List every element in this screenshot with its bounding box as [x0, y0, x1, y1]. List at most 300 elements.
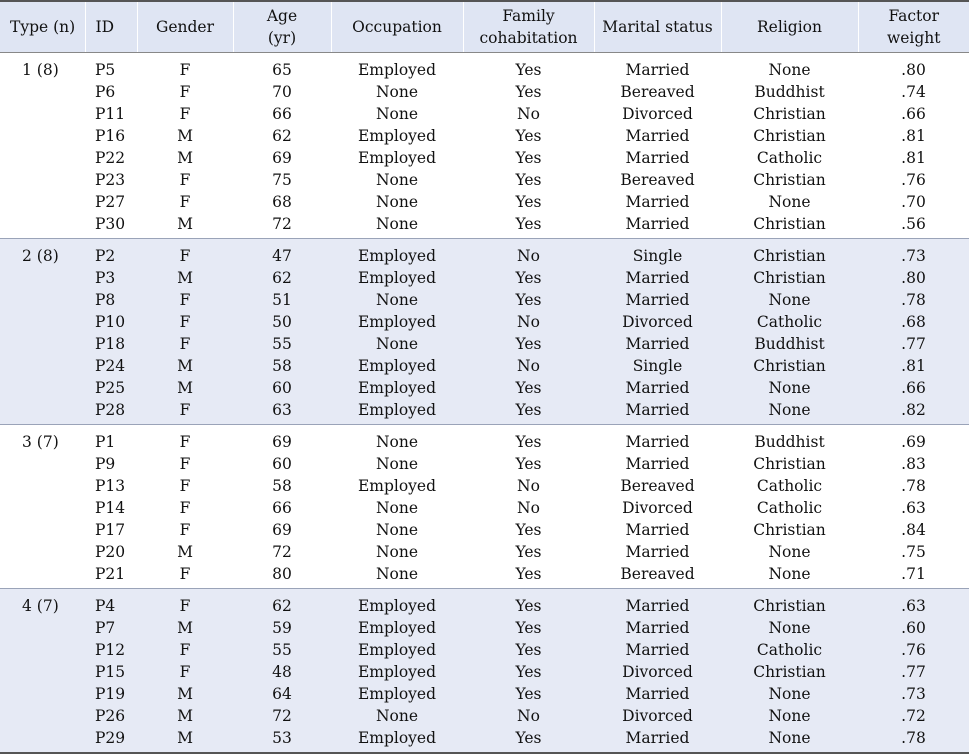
- table-row: [0, 103, 969, 125]
- cell-religion: Christian: [753, 126, 826, 145]
- cell-age: 72: [272, 542, 292, 561]
- table-row: [0, 588, 969, 617]
- cell-marital-status: Bereaved: [620, 82, 695, 101]
- cell-factor-weight: .69: [858, 424, 969, 453]
- cell-marital-status: Divorced: [622, 498, 693, 517]
- cell-religion: Christian: [753, 520, 826, 539]
- cell-marital-status: Married: [594, 424, 721, 453]
- cell-gender: M: [177, 542, 193, 561]
- cell-religion: Christian: [721, 588, 858, 617]
- cell-religion: None: [721, 727, 858, 753]
- cell-gender: F: [179, 454, 191, 473]
- cell-type: [0, 563, 85, 589]
- table-row: [0, 563, 969, 589]
- cell-marital-status: Married: [594, 377, 721, 399]
- cell-occupation: Employed: [331, 661, 463, 683]
- cell-family-cohabitation: No: [517, 104, 540, 123]
- cell-family-cohabitation: Yes: [463, 617, 594, 639]
- cell-age: 75: [272, 170, 292, 189]
- cell-type: [0, 147, 85, 169]
- cell-type: [0, 727, 85, 753]
- cell-id: P12: [85, 639, 137, 661]
- cell-marital-status: Married: [625, 214, 690, 233]
- cell-occupation: None: [375, 214, 419, 233]
- cell-religion: Christian: [753, 214, 826, 233]
- cell-occupation: Employed: [357, 476, 437, 495]
- cell-occupation: None: [331, 424, 463, 453]
- table-row: [0, 475, 969, 497]
- header-gender: Gender: [137, 1, 233, 52]
- cell-gender: F: [179, 476, 191, 495]
- cell-type: [0, 81, 85, 103]
- header-age: Age (yr): [233, 1, 331, 52]
- cell-family-cohabitation: Yes: [515, 60, 542, 79]
- cell-family-cohabitation: Yes: [515, 564, 542, 583]
- cell-factor-weight: .60: [858, 617, 969, 639]
- cell-religion: Christian: [753, 170, 826, 189]
- table-row: [0, 311, 969, 333]
- cell-type: [0, 541, 85, 563]
- cell-religion: Christian: [753, 104, 826, 123]
- cell-id: P4: [85, 588, 137, 617]
- cell-occupation: None: [375, 192, 419, 211]
- cell-age: 68: [272, 192, 292, 211]
- header-type: Type (n): [0, 1, 85, 52]
- cell-gender: F: [179, 564, 191, 583]
- header-occupation: Occupation: [331, 1, 463, 52]
- cell-id: P8: [85, 289, 137, 311]
- cell-occupation: None: [375, 564, 419, 583]
- cell-gender: M: [137, 683, 233, 705]
- cell-marital-status: Married: [594, 617, 721, 639]
- cell-marital-status: Divorced: [594, 311, 721, 333]
- cell-type: [0, 355, 85, 377]
- table-row: [0, 541, 969, 563]
- cell-id: P17: [95, 520, 126, 539]
- cell-gender: F: [137, 399, 233, 425]
- cell-age: 58: [272, 476, 292, 495]
- cell-age: 72: [233, 705, 331, 727]
- cell-marital-status: Married: [625, 126, 690, 145]
- cell-id: P15: [85, 661, 137, 683]
- cell-factor-weight: .78: [901, 476, 926, 495]
- cell-factor-weight: .77: [858, 333, 969, 355]
- cell-type: [0, 191, 85, 213]
- cell-age: 53: [233, 727, 331, 753]
- cell-type: [0, 453, 85, 475]
- cell-type: [0, 311, 85, 333]
- cell-marital-status: Married: [594, 289, 721, 311]
- cell-gender: M: [137, 617, 233, 639]
- cell-family-cohabitation: No: [517, 498, 540, 517]
- header-id: ID: [85, 1, 137, 52]
- cell-id: P23: [95, 170, 126, 189]
- table-row: [0, 52, 969, 81]
- cell-family-cohabitation: Yes: [515, 192, 542, 211]
- table-row: [0, 191, 969, 213]
- cell-family-cohabitation: Yes: [515, 214, 542, 233]
- cell-factor-weight: .63: [858, 588, 969, 617]
- cell-factor-weight: .81: [901, 148, 926, 167]
- cell-type: 2 (8): [0, 238, 85, 267]
- cell-gender: M: [137, 355, 233, 377]
- cell-family-cohabitation: Yes: [463, 289, 594, 311]
- cell-type: [0, 519, 85, 541]
- cell-marital-status: Married: [594, 399, 721, 425]
- cell-religion: Christian: [721, 661, 858, 683]
- cell-type: [0, 475, 85, 497]
- cell-religion: Christian: [721, 355, 858, 377]
- cell-family-cohabitation: Yes: [515, 126, 542, 145]
- table-row: [0, 355, 969, 377]
- cell-age: 62: [272, 126, 292, 145]
- cell-factor-weight: .77: [858, 661, 969, 683]
- cell-gender: F: [179, 192, 191, 211]
- cell-age: 80: [272, 564, 292, 583]
- cell-family-cohabitation: Yes: [463, 661, 594, 683]
- cell-id: P10: [85, 311, 137, 333]
- cell-type: [0, 169, 85, 191]
- cell-id: P27: [95, 192, 126, 211]
- cell-gender: M: [137, 705, 233, 727]
- cell-id: P11: [95, 104, 126, 123]
- header-family-cohabitation: Family cohabitation: [463, 1, 594, 52]
- cell-factor-weight: .71: [901, 564, 926, 583]
- table-row: [0, 661, 969, 683]
- cell-marital-status: Married: [625, 542, 690, 561]
- table-row: [0, 238, 969, 267]
- cell-age: 62: [233, 588, 331, 617]
- cell-factor-weight: .73: [858, 683, 969, 705]
- header-religion: Religion: [721, 1, 858, 52]
- cell-religion: None: [768, 564, 811, 583]
- cell-marital-status: Divorced: [594, 661, 721, 683]
- table-row: [0, 497, 969, 519]
- cell-factor-weight: .78: [858, 727, 969, 753]
- cell-occupation: Employed: [331, 639, 463, 661]
- cell-family-cohabitation: No: [463, 311, 594, 333]
- cell-id: P28: [85, 399, 137, 425]
- table-row: [0, 289, 969, 311]
- cell-age: 50: [233, 311, 331, 333]
- cell-family-cohabitation: Yes: [515, 542, 542, 561]
- cell-occupation: Employed: [331, 311, 463, 333]
- cell-factor-weight: .73: [858, 238, 969, 267]
- cell-family-cohabitation: Yes: [463, 639, 594, 661]
- cell-religion: None: [721, 705, 858, 727]
- cell-religion: Christian: [753, 454, 826, 473]
- cell-age: 59: [233, 617, 331, 639]
- table-row: [0, 125, 969, 147]
- cell-religion: None: [721, 377, 858, 399]
- cell-religion: None: [768, 542, 811, 561]
- cell-family-cohabitation: Yes: [463, 377, 594, 399]
- cell-religion: None: [721, 683, 858, 705]
- header-row: [0, 1, 969, 52]
- cell-religion: None: [721, 617, 858, 639]
- cell-age: 69: [233, 424, 331, 453]
- cell-gender: M: [177, 148, 193, 167]
- cell-type: [0, 125, 85, 147]
- cell-factor-weight: .80: [901, 60, 926, 79]
- cell-occupation: Employed: [331, 399, 463, 425]
- cell-occupation: None: [375, 454, 419, 473]
- cell-gender: F: [137, 238, 233, 267]
- cell-family-cohabitation: Yes: [463, 683, 594, 705]
- cell-factor-weight: .70: [901, 192, 926, 211]
- cell-factor-weight: .56: [901, 214, 926, 233]
- header-marital-status: Marital status: [594, 1, 721, 52]
- cell-occupation: None: [331, 705, 463, 727]
- cell-factor-weight: .68: [858, 311, 969, 333]
- cell-occupation: None: [375, 170, 419, 189]
- cell-gender: F: [179, 82, 191, 101]
- table-row: [0, 377, 969, 399]
- cell-occupation: Employed: [331, 267, 463, 289]
- cell-age: 48: [233, 661, 331, 683]
- cell-type: [0, 497, 85, 519]
- cell-factor-weight: .82: [858, 399, 969, 425]
- table-row: [0, 399, 969, 425]
- type-group: [0, 424, 969, 588]
- cell-type: [0, 617, 85, 639]
- cell-id: P16: [95, 126, 126, 145]
- cell-id: P1: [85, 424, 137, 453]
- cell-occupation: Employed: [331, 238, 463, 267]
- cell-type: [0, 661, 85, 683]
- cell-religion: Catholic: [756, 498, 823, 517]
- cell-id: P25: [85, 377, 137, 399]
- cell-marital-status: Married: [625, 148, 690, 167]
- cell-factor-weight: .80: [858, 267, 969, 289]
- cell-gender: F: [179, 104, 191, 123]
- cell-age: 70: [272, 82, 292, 101]
- cell-factor-weight: .66: [901, 104, 926, 123]
- cell-factor-weight: .76: [901, 170, 926, 189]
- cell-gender: F: [137, 311, 233, 333]
- cell-id: P18: [85, 333, 137, 355]
- cell-marital-status: Married: [625, 60, 690, 79]
- cell-factor-weight: .75: [901, 542, 926, 561]
- cell-occupation: Employed: [331, 355, 463, 377]
- cell-gender: F: [137, 588, 233, 617]
- cell-factor-weight: .66: [858, 377, 969, 399]
- cell-id: P2: [85, 238, 137, 267]
- table-row: [0, 705, 969, 727]
- cell-age: 60: [233, 377, 331, 399]
- cell-gender: M: [177, 126, 193, 145]
- cell-type: 4 (7): [0, 588, 85, 617]
- cell-marital-status: Divorced: [622, 104, 693, 123]
- cell-gender: F: [179, 498, 191, 517]
- cell-occupation: Employed: [331, 683, 463, 705]
- table-row: [0, 169, 969, 191]
- cell-religion: Catholic: [721, 639, 858, 661]
- cell-marital-status: Single: [594, 238, 721, 267]
- cell-marital-status: Married: [594, 683, 721, 705]
- cell-id: P20: [95, 542, 126, 561]
- cell-occupation: None: [375, 498, 419, 517]
- cell-marital-status: Bereaved: [620, 476, 695, 495]
- cell-factor-weight: .63: [901, 498, 926, 517]
- table-row: [0, 147, 969, 169]
- cell-family-cohabitation: Yes: [515, 454, 542, 473]
- cell-religion: None: [768, 60, 811, 79]
- cell-occupation: None: [331, 289, 463, 311]
- cell-id: P30: [95, 214, 126, 233]
- cell-marital-status: Bereaved: [620, 170, 695, 189]
- cell-factor-weight: .81: [858, 355, 969, 377]
- cell-religion: Christian: [721, 238, 858, 267]
- cell-id: P13: [95, 476, 126, 495]
- cell-age: 66: [272, 104, 292, 123]
- cell-gender: M: [137, 377, 233, 399]
- cell-marital-status: Married: [625, 192, 690, 211]
- cell-age: 64: [233, 683, 331, 705]
- cell-gender: F: [179, 520, 191, 539]
- cell-type: [0, 683, 85, 705]
- cell-gender: M: [137, 267, 233, 289]
- cell-family-cohabitation: Yes: [463, 424, 594, 453]
- cell-id: P14: [95, 498, 126, 517]
- cell-religion: None: [721, 399, 858, 425]
- cell-id: P21: [95, 564, 126, 583]
- cell-age: 58: [233, 355, 331, 377]
- table-row: [0, 453, 969, 475]
- cell-type: [0, 103, 85, 125]
- cell-marital-status: Married: [594, 588, 721, 617]
- cell-factor-weight: .83: [901, 454, 926, 473]
- cell-occupation: None: [375, 104, 419, 123]
- cell-factor-weight: .84: [901, 520, 926, 539]
- cell-family-cohabitation: Yes: [463, 588, 594, 617]
- cell-gender: F: [137, 424, 233, 453]
- cell-occupation: Employed: [357, 148, 437, 167]
- cell-gender: F: [179, 60, 191, 79]
- cell-id: P5: [95, 60, 116, 79]
- cell-family-cohabitation: No: [463, 355, 594, 377]
- cell-id: P26: [85, 705, 137, 727]
- cell-occupation: None: [375, 82, 419, 101]
- cell-religion: Buddhist: [721, 424, 858, 453]
- cell-occupation: Employed: [331, 617, 463, 639]
- cell-religion: None: [721, 289, 858, 311]
- cell-religion: Catholic: [721, 311, 858, 333]
- cell-marital-status: Divorced: [594, 705, 721, 727]
- cell-occupation: Employed: [357, 126, 437, 145]
- cell-religion: Catholic: [756, 148, 823, 167]
- table-row: [0, 617, 969, 639]
- cell-family-cohabitation: No: [463, 705, 594, 727]
- cell-age: 55: [233, 333, 331, 355]
- table-header: [0, 1, 969, 52]
- cell-age: 65: [272, 60, 292, 79]
- cell-family-cohabitation: Yes: [515, 170, 542, 189]
- cell-marital-status: Married: [594, 267, 721, 289]
- table-row: [0, 727, 969, 753]
- table-row: [0, 424, 969, 453]
- cell-age: 63: [233, 399, 331, 425]
- cell-marital-status: Married: [625, 520, 690, 539]
- cell-occupation: None: [375, 542, 419, 561]
- cell-family-cohabitation: Yes: [515, 82, 542, 101]
- cell-age: 47: [233, 238, 331, 267]
- cell-age: 69: [272, 148, 292, 167]
- cell-marital-status: Married: [594, 727, 721, 753]
- cell-occupation: Employed: [331, 377, 463, 399]
- cell-family-cohabitation: No: [463, 238, 594, 267]
- cell-occupation: Employed: [357, 60, 437, 79]
- cell-marital-status: Bereaved: [620, 564, 695, 583]
- cell-factor-weight: .76: [858, 639, 969, 661]
- cell-religion: Buddhist: [754, 82, 825, 101]
- cell-id: P9: [95, 454, 116, 473]
- cell-occupation: Employed: [331, 727, 463, 753]
- cell-occupation: Employed: [331, 588, 463, 617]
- cell-factor-weight: .78: [858, 289, 969, 311]
- cell-id: P22: [95, 148, 126, 167]
- cell-marital-status: Married: [625, 454, 690, 473]
- cell-marital-status: Married: [594, 333, 721, 355]
- cell-family-cohabitation: Yes: [463, 267, 594, 289]
- cell-factor-weight: .72: [858, 705, 969, 727]
- cell-religion: None: [768, 192, 811, 211]
- cell-family-cohabitation: No: [517, 476, 540, 495]
- cell-type: [0, 333, 85, 355]
- type-group: [0, 52, 969, 238]
- cell-gender: F: [137, 661, 233, 683]
- cell-gender: F: [179, 170, 191, 189]
- cell-religion: Christian: [721, 267, 858, 289]
- cell-family-cohabitation: Yes: [515, 520, 542, 539]
- cell-factor-weight: .81: [901, 126, 926, 145]
- table-row: [0, 333, 969, 355]
- cell-type: [0, 705, 85, 727]
- table-row: [0, 267, 969, 289]
- cell-family-cohabitation: Yes: [463, 333, 594, 355]
- cell-family-cohabitation: Yes: [463, 399, 594, 425]
- cell-marital-status: Single: [594, 355, 721, 377]
- table-row: [0, 213, 969, 239]
- cell-id: P3: [85, 267, 137, 289]
- table-row: [0, 519, 969, 541]
- cell-gender: F: [137, 333, 233, 355]
- cell-age: 66: [272, 498, 292, 517]
- table-row: [0, 81, 969, 103]
- type-group: [0, 238, 969, 424]
- cell-occupation: None: [375, 520, 419, 539]
- cell-age: 60: [272, 454, 292, 473]
- cell-gender: M: [137, 727, 233, 753]
- cell-religion: Buddhist: [721, 333, 858, 355]
- cell-occupation: None: [331, 333, 463, 355]
- cell-type: 3 (7): [0, 424, 85, 453]
- cell-age: 69: [272, 520, 292, 539]
- cell-age: 72: [272, 214, 292, 233]
- cell-type: [0, 399, 85, 425]
- cell-type: [0, 289, 85, 311]
- cell-id: P29: [85, 727, 137, 753]
- cell-gender: F: [137, 289, 233, 311]
- cell-gender: M: [177, 214, 193, 233]
- cell-type: [0, 267, 85, 289]
- cell-family-cohabitation: Yes: [515, 148, 542, 167]
- cell-id: P7: [85, 617, 137, 639]
- type-group: [0, 588, 969, 753]
- table-row: [0, 639, 969, 661]
- cell-gender: F: [137, 639, 233, 661]
- cell-id: P24: [85, 355, 137, 377]
